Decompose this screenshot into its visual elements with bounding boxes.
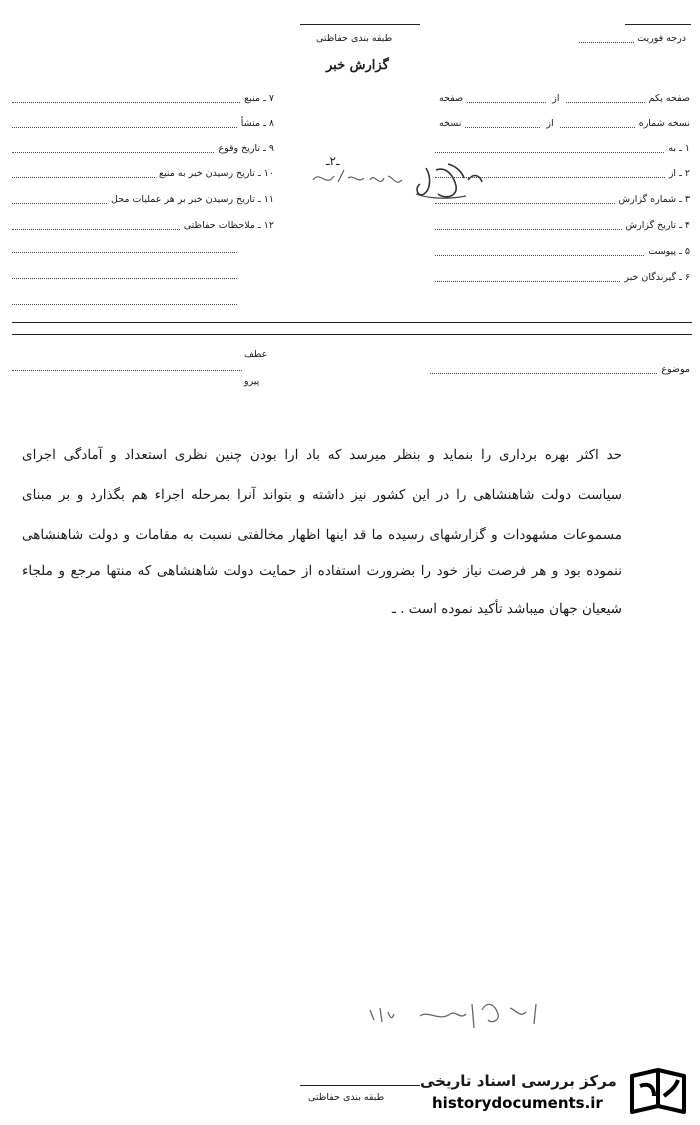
handwritten-annotation bbox=[308, 150, 498, 210]
subject-line-left bbox=[12, 370, 242, 371]
field-page: صفحه یکم از صفحه bbox=[439, 93, 690, 104]
ref-label-atf: عطف bbox=[244, 349, 268, 360]
body-line-4: ننموده بود و هر فرصت نیاز خود را بضرورت استفاده از حمایت دولت شاهنشاهی که منتها مرجع و ملجاء bbox=[22, 563, 622, 579]
field-copy: نسخه شماره از نسخه bbox=[439, 118, 690, 129]
blank-line-1 bbox=[12, 252, 237, 253]
separator-1 bbox=[12, 322, 692, 323]
watermark-url: historydocuments.ir bbox=[432, 1094, 603, 1112]
report-title: گزارش خبر bbox=[326, 58, 389, 73]
separator-2 bbox=[12, 334, 692, 335]
body-line-5: شیعیان جهان میباشد تأکید نموده است . ـ bbox=[391, 601, 622, 617]
field-origin: ۸ ـ منشأ bbox=[12, 118, 274, 129]
header-rule-right bbox=[625, 24, 691, 25]
signature bbox=[360, 990, 550, 1040]
field-attachment: ۵ ـ پیوست bbox=[435, 246, 690, 257]
field-news-to-source-date: ۱۰ ـ تاریخ رسیدن خبر به منبع bbox=[12, 168, 274, 179]
classification-label-bottom: طبقه بندی حفاظتی bbox=[308, 1092, 385, 1103]
field-source: ۷ ـ منبع bbox=[12, 93, 274, 104]
urgency-label: درجه فوریت bbox=[579, 33, 686, 44]
field-news-to-ops-date: ۱۱ ـ تاریخ رسیدن خبر بر هر عملیات محل bbox=[12, 194, 274, 205]
footer-rule bbox=[300, 1085, 420, 1086]
blank-line-2 bbox=[12, 278, 237, 279]
watermark-name-fa: مرکز بررسی اسناد تاریخی bbox=[420, 1072, 617, 1090]
book-logo-icon bbox=[628, 1066, 688, 1118]
classification-label-top: طبقه بندی حفاظتی bbox=[316, 33, 393, 44]
field-event-date: ۹ ـ تاریخ وقوع bbox=[12, 143, 274, 154]
field-recipients: ۶ ـ گیرندگان خبر bbox=[435, 272, 690, 283]
field-from: ۲ ـ از bbox=[435, 168, 690, 179]
field-report-date: ۴ ـ تاریخ گزارش bbox=[435, 220, 690, 231]
ref-label-peyro: پیرو bbox=[244, 376, 260, 387]
blank-line-3 bbox=[12, 304, 237, 305]
center-mark: ـ۲ـ bbox=[326, 154, 340, 168]
field-report-number: ۳ ـ شماره گزارش bbox=[435, 194, 690, 205]
body-line-1: حد اکثر بهره برداری را بنماید و بنظر میرسد که باد ارا بودن چنین نظری استعداد و آمادگی اجرای bbox=[22, 447, 622, 463]
field-security-notes: ۱۲ ـ ملاحظات حفاظتی bbox=[12, 220, 274, 231]
body-line-3: مسموعات مشهودات و گزارشهای رسیده ما قد اینها اظهار مخالفتی نسبت به مقامات و دولت شاهنشاهی bbox=[22, 527, 622, 543]
header-rule-left bbox=[300, 24, 420, 25]
subject-row: موضوع bbox=[430, 364, 690, 375]
field-to: ۱ ـ به bbox=[435, 143, 690, 154]
body-line-2: سیاست دولت شاهنشاهی را در این کشور نیز داشته و بتواند آنرا بمرحله اجراء هم بگذارد و بر مبنای bbox=[22, 487, 622, 503]
urgency-dots bbox=[579, 34, 634, 43]
